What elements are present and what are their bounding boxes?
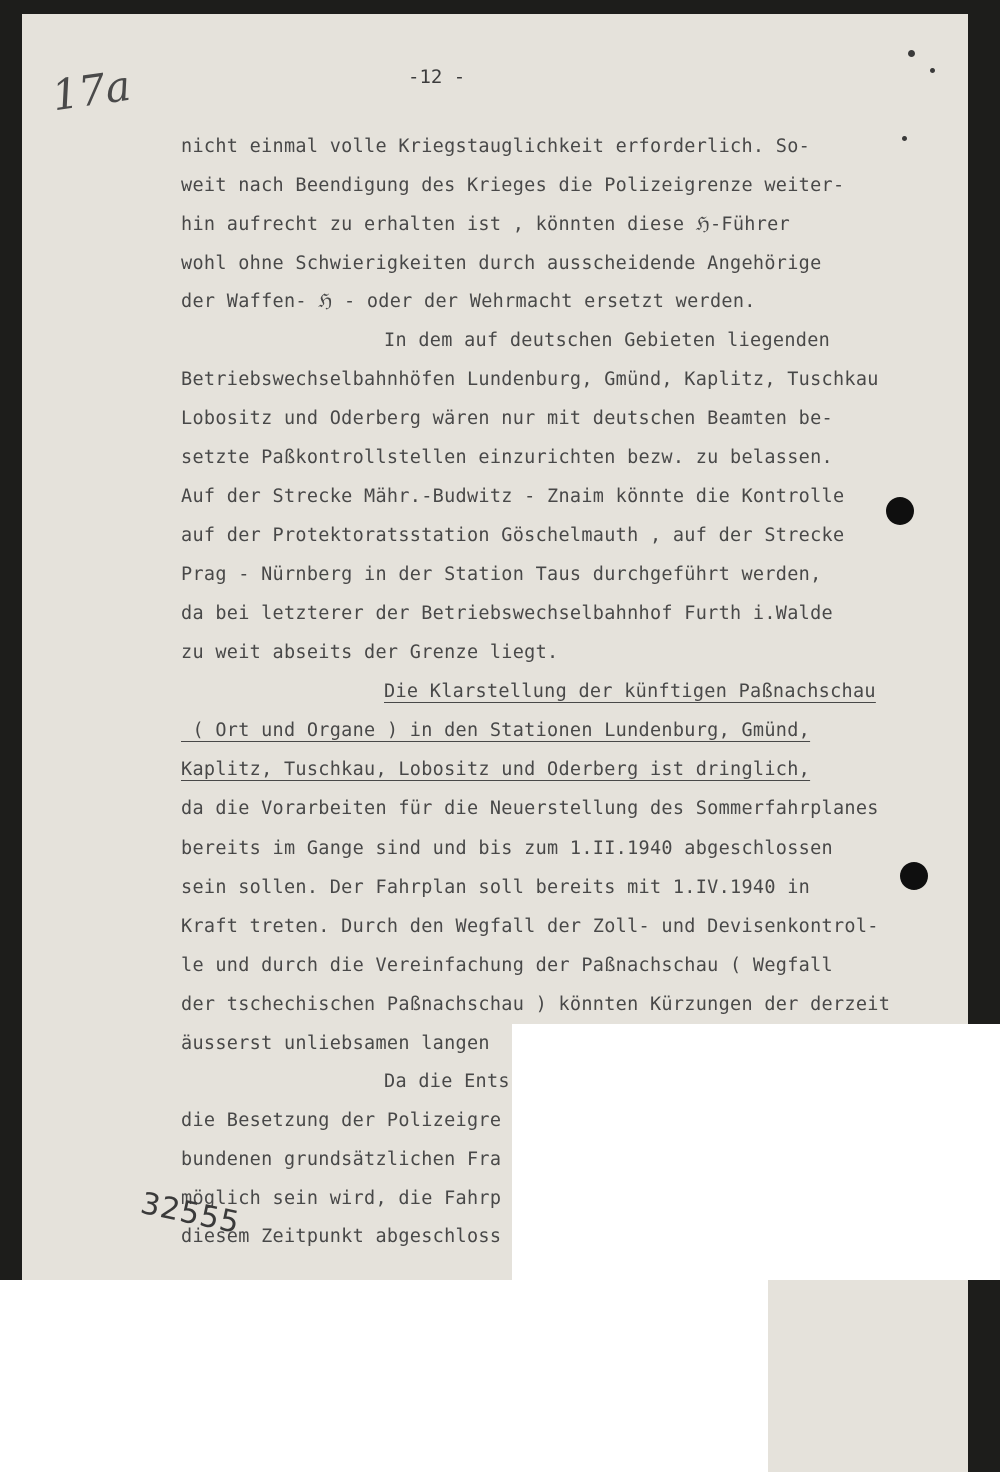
text-line: le und durch die Vereinfachung der Paßnachschau ( Wegfall <box>181 955 833 976</box>
text-line: da die Vorarbeiten für die Neuerstellung des Sommerfahrplanes <box>181 798 879 819</box>
archive-number-stamp: 32555 <box>137 1185 243 1242</box>
text-line: setzte Paßkontrollstellen einzurichten bezw. zu belassen. <box>181 447 833 468</box>
paper-blemish <box>902 136 907 141</box>
text-line: weit nach Beendigung des Krieges die Polizeigrenze weiter- <box>181 175 845 196</box>
redaction-block <box>512 1024 1000 1280</box>
text-line: da bei letzterer der Betriebswechselbahnhof Furth i.Walde <box>181 603 833 624</box>
text-line: Auf der Strecke Mähr.-Budwitz - Znaim könnte die Kontrolle <box>181 486 845 507</box>
text-line: Betriebswechselbahnhöfen Lundenburg, Gmünd, Kaplitz, Tuschkau <box>181 369 879 390</box>
text-line: sein sollen. Der Fahrplan soll bereits mit 1.IV.1940 in <box>181 877 811 898</box>
page-number: -12 - <box>408 66 466 88</box>
text-line: bundenen grundsätzlichen Fra <box>181 1149 502 1170</box>
underlined-text-line: ( Ort und Organe ) in den Stationen Lundenburg, Gmünd, <box>181 720 811 741</box>
text-line: die Besetzung der Polizeigre <box>181 1110 502 1131</box>
text-line: Da die Ents <box>384 1071 510 1092</box>
redaction-block <box>0 1280 768 1472</box>
text-line: In dem auf deutschen Gebieten liegenden <box>384 330 831 351</box>
underlined-text-line: Die Klarstellung der künftigen Paßnachschau <box>384 681 876 702</box>
paper-blemish <box>930 68 935 73</box>
punch-hole <box>900 862 928 890</box>
text-line: der tschechischen Paßnachschau ) könnten Kürzungen der derzeit <box>181 994 891 1015</box>
underlined-text-line: Kaplitz, Tuschkau, Lobositz und Oderberg ist dringlich, <box>181 759 811 780</box>
text-line: bereits im Gange sind und bis zum 1.II.1940 abgeschlossen <box>181 838 833 859</box>
handwritten-folio-mark: 17a <box>48 60 134 121</box>
paper-blemish <box>908 50 915 57</box>
text-line: nicht einmal volle Kriegstauglichkeit erforderlich. So- <box>181 136 811 157</box>
text-line: hin aufrecht zu erhalten ist , könnten diese ℌ-Führer <box>181 214 791 235</box>
text-line: diesem Zeitpunkt abgeschloss <box>181 1226 502 1247</box>
punch-hole <box>886 497 914 525</box>
text-line: Kraft treten. Durch den Wegfall der Zoll- und Devisenkontrol- <box>181 916 879 937</box>
text-line: äusserst unliebsamen langen <box>181 1033 490 1054</box>
text-line: zu weit abseits der Grenze liegt. <box>181 642 559 663</box>
text-line: möglich sein wird, die Fahrp <box>181 1188 502 1209</box>
text-line: auf der Protektoratsstation Göschelmauth , auf der Strecke <box>181 525 845 546</box>
text-line: der Waffen- ℌ - oder der Wehrmacht ersetzt werden. <box>181 291 756 312</box>
text-line: Prag - Nürnberg in der Station Taus durchgeführt werden, <box>181 564 822 585</box>
text-line: wohl ohne Schwierigkeiten durch ausscheidende Angehörige <box>181 253 822 274</box>
text-line: Lobositz und Oderberg wären nur mit deutschen Beamten be- <box>181 408 833 429</box>
